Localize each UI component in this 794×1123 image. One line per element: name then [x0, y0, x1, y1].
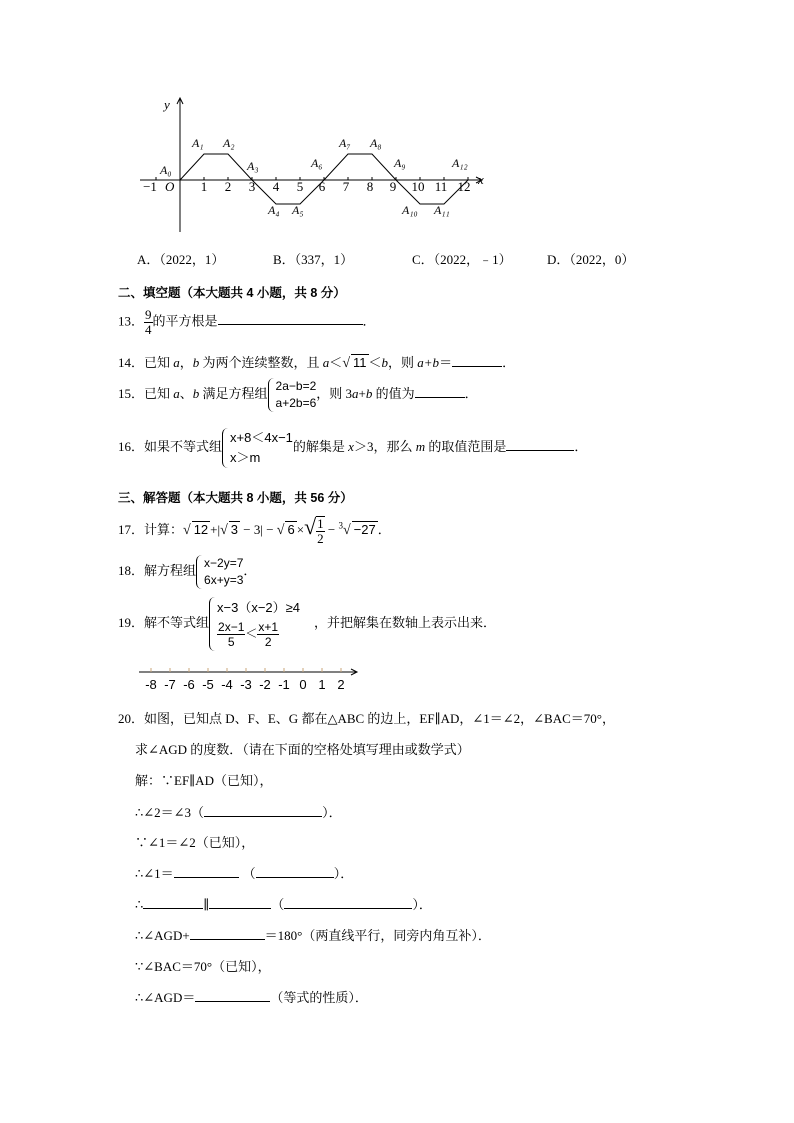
step-text: ∴ [135, 897, 144, 912]
point-label-a1: A₁ [192, 136, 204, 150]
step-text: ）． [333, 866, 354, 881]
x-tick-label: 3 [248, 179, 256, 194]
var-x: x [348, 438, 354, 454]
sqrt-icon: √ [342, 356, 350, 371]
var-a: a [173, 385, 180, 401]
answer-blank[interactable] [190, 927, 265, 940]
q16-end: ． [574, 438, 588, 454]
frac-denominator: 2 [317, 531, 324, 547]
sqrt-icon: √ [276, 523, 285, 538]
q17-pre: 17．计算： [118, 522, 184, 537]
q13-end: ． [362, 313, 376, 329]
radicand: 11 [353, 355, 367, 370]
eq-sign: ＝ [439, 355, 453, 370]
brace-icon [222, 428, 229, 468]
q20-step1: 解：∵EF∥AD（已知）， [135, 773, 273, 788]
point-label-a11: A₁₁ [434, 203, 450, 217]
brace-icon [268, 378, 275, 412]
numline-tick-label: -5 [202, 677, 214, 692]
x-tick-label: 11 [434, 179, 448, 194]
section-heading-fill-blank: 二、填空题（本大题共 4 小题，共 8 分） [118, 286, 346, 300]
x-axis-label: x [478, 172, 484, 187]
origin-label: O [165, 179, 175, 194]
x-tick-label: 2 [224, 179, 232, 194]
frac-numerator: 9 [145, 307, 152, 322]
equation-system [196, 555, 243, 589]
question-19 [118, 597, 496, 651]
x-tick-label: −1 [143, 179, 157, 194]
equation-line: 2a−b=2 [275, 379, 317, 393]
q17-minus3: − 3| − [240, 522, 277, 537]
equation-system [268, 378, 317, 412]
q20-step5 [135, 894, 432, 913]
section-heading-solve: 三、解答题（本大题共 8 小题，共 56 分） [118, 491, 353, 505]
lt-sign: ＜ [368, 355, 382, 370]
inequality-system [209, 597, 300, 651]
point-label-a8: A₈ [370, 136, 382, 150]
q16-mid: 的解集是 [292, 438, 349, 454]
point-label-a9: A₉ [394, 156, 406, 170]
point-label-a6: A₆ [311, 156, 323, 170]
lt-sign: ＜ [245, 626, 258, 641]
numline-tick-label: -3 [240, 677, 252, 692]
numline-tick-label: -1 [278, 677, 290, 692]
var-a: a [322, 355, 330, 370]
point-label-a5: A₅ [292, 203, 304, 217]
step-text: （等式的性质）． [270, 990, 368, 1005]
q20-step8 [135, 987, 368, 1006]
point-label-a7: A₇ [339, 136, 351, 150]
var-b: b [192, 385, 200, 401]
q14-then: ，则 [388, 355, 418, 370]
answer-blank[interactable] [204, 804, 322, 817]
var-b: b [381, 355, 389, 370]
inequality-line: x+8＜4x−1 [230, 430, 293, 445]
inequality-line: x＞m [230, 450, 261, 465]
root-index: 3 [338, 520, 343, 531]
x-tick-label: 5 [296, 179, 304, 194]
x-tick-label: 12 [457, 179, 471, 194]
inequality-system [222, 428, 293, 468]
times-sign: × [296, 522, 305, 537]
q17-end: ． [377, 522, 391, 537]
q13-text: 的平方根是 [152, 313, 218, 329]
q20-step4 [135, 863, 353, 882]
question-17 [118, 514, 391, 546]
numline-tick-label: -2 [259, 677, 271, 692]
point-label-a0: A₀ [160, 163, 172, 177]
x-tick-label: 10 [411, 179, 425, 194]
numline-tick-label: -6 [183, 677, 195, 692]
step-text: ∴∠2＝∠3（ [135, 805, 205, 820]
var-b: b [365, 385, 373, 401]
q16-gt: ＞3，那么 [353, 438, 416, 454]
numline-tick-label: -8 [145, 677, 157, 692]
radicand: 12 [193, 522, 209, 537]
point-label-a2: A₂ [223, 136, 235, 150]
radicand: −27 [353, 522, 376, 537]
frac-denominator: 4 [145, 322, 152, 337]
cube-root-icon: √ [342, 523, 351, 538]
frac-numerator: 2x−1 [218, 620, 245, 634]
question-14 [118, 352, 515, 372]
option-c: C．（2022，﹣1） [412, 252, 512, 267]
q20-step7: ∵∠BAC＝70°（已知）， [135, 959, 271, 974]
q18-pre: 18．解方程组 [118, 562, 197, 578]
x-tick-label: 7 [342, 179, 350, 194]
q15-tail: 的值为 [372, 385, 415, 401]
answer-blank[interactable] [143, 896, 203, 909]
sqrt-icon: √ [304, 514, 317, 539]
numline-tick-label: 2 [337, 677, 345, 692]
fraction [257, 620, 279, 649]
answer-blank[interactable] [284, 896, 412, 909]
frac-denominator: 2 [264, 635, 272, 649]
brace-icon [209, 597, 216, 651]
numline-tick-label: 1 [318, 677, 326, 692]
brace-icon [196, 555, 203, 589]
q13-number: 13． [118, 313, 145, 329]
lt-sign: ＜ [329, 355, 343, 370]
radicand: 6 [287, 522, 295, 537]
equation-line: 6x+y=3 [204, 573, 244, 587]
var-a: a [352, 385, 359, 401]
equation-line: a+2b=6 [275, 396, 317, 410]
q14-pre: 14．已知 [118, 355, 174, 370]
step-text: （ [271, 897, 285, 912]
frac-numerator: x+1 [258, 620, 279, 634]
answer-blank[interactable] [209, 896, 271, 909]
sum-expr: a+b [417, 355, 440, 370]
step-text: ∴∠1＝ [135, 866, 174, 881]
question-16 [118, 428, 587, 468]
q17-plus: +| [210, 522, 221, 537]
option-d: D．（2022，0） [547, 252, 635, 267]
q20-step3: ∵∠1＝∠2（已知）， [135, 835, 255, 850]
point-label-a12: A₁₂ [452, 156, 468, 170]
var-a: a [173, 355, 180, 370]
equation-line: x−2y=7 [204, 556, 244, 570]
radicand: 3 [230, 522, 239, 537]
x-tick-label: 6 [318, 179, 326, 194]
question-15 [118, 378, 478, 412]
q15-then: ，则 3 [316, 385, 353, 401]
step-text: ）． [322, 805, 342, 820]
q20-step6 [135, 925, 491, 944]
point-label-a10: A₁₀ [402, 203, 418, 217]
q15-mid: 满足方程组 [199, 385, 268, 401]
zigzag-graph [130, 92, 500, 242]
numline-tick-label: 0 [299, 677, 307, 692]
q14-mid: 为两个连续整数，且 [199, 355, 323, 370]
x-tick-label: 1 [200, 179, 208, 194]
answer-blank[interactable] [174, 865, 239, 878]
q20-line1: 20．如图，已知点 D、F、E、G 都在△ABC 的边上，EF∥AD，∠1＝∠2，∠BAC＝70°， [118, 711, 615, 726]
question-18 [118, 555, 256, 589]
sqrt-icon: √ [183, 523, 191, 538]
answer-blank[interactable] [218, 312, 363, 325]
frac-denominator: 5 [227, 635, 235, 649]
numline-tick-label: -4 [221, 677, 233, 692]
q20-line2: 求∠AGD 的度数．（请在下面的空格处填写理由或数学式） [135, 742, 470, 757]
answer-blank[interactable] [452, 354, 502, 367]
answer-blank[interactable] [195, 989, 270, 1002]
var-b: b [192, 355, 200, 370]
x-tick-label: 8 [366, 179, 374, 194]
fraction-9-4 [144, 308, 153, 337]
x-tick-label: 4 [272, 179, 280, 194]
q20-step2 [135, 802, 342, 821]
q14-comma: ， [179, 355, 193, 370]
number-line [135, 664, 365, 694]
q14-end: ． [502, 355, 516, 370]
step-text: （ [242, 866, 256, 881]
fraction-1-2 [316, 516, 325, 546]
numline-tick-label: -7 [164, 677, 176, 692]
option-b: B．（337，1） [273, 252, 354, 267]
q16-pre: 16．如果不等式组 [118, 438, 223, 454]
frac-numerator: 1 [317, 516, 324, 532]
inequality-line: x−3（x−2）≥4 [217, 600, 301, 615]
var-m: m [415, 438, 426, 454]
sqrt-icon: √ [220, 523, 228, 538]
option-a: A．（2022，1） [137, 252, 225, 267]
step-text: ∴∠AGD+ [135, 928, 190, 943]
fraction [217, 620, 245, 649]
step-text: ∴∠AGD＝ [135, 990, 196, 1005]
minus-sign: − [324, 522, 339, 537]
answer-blank[interactable] [415, 385, 465, 398]
point-label-a4: A₄ [268, 203, 280, 217]
q19-pre: 19．解不等式组 [118, 614, 210, 630]
q15-end: ． [464, 385, 478, 401]
q18-end: ． [243, 562, 257, 578]
parallel-sign: ∥ [203, 897, 210, 912]
inequality-line-fractions [217, 620, 300, 649]
q19-tail: ，并把解集在数轴上表示出来． [314, 614, 497, 630]
step-text: ＝180°（两直线平行，同旁内角互补）． [264, 928, 491, 943]
question-13 [118, 308, 376, 337]
q16-tail: 的取值范围是 [425, 438, 507, 454]
answer-blank[interactable] [256, 865, 334, 878]
answer-blank[interactable] [506, 438, 574, 451]
point-label-a3: A₃ [247, 159, 259, 173]
q15-sep: 、 [179, 385, 193, 401]
step-text: ）． [412, 897, 432, 912]
y-axis-label: y [164, 97, 170, 112]
x-tick-label: 9 [389, 179, 397, 194]
plus-sign: + [358, 385, 366, 401]
q15-pre: 15．已知 [118, 385, 174, 401]
